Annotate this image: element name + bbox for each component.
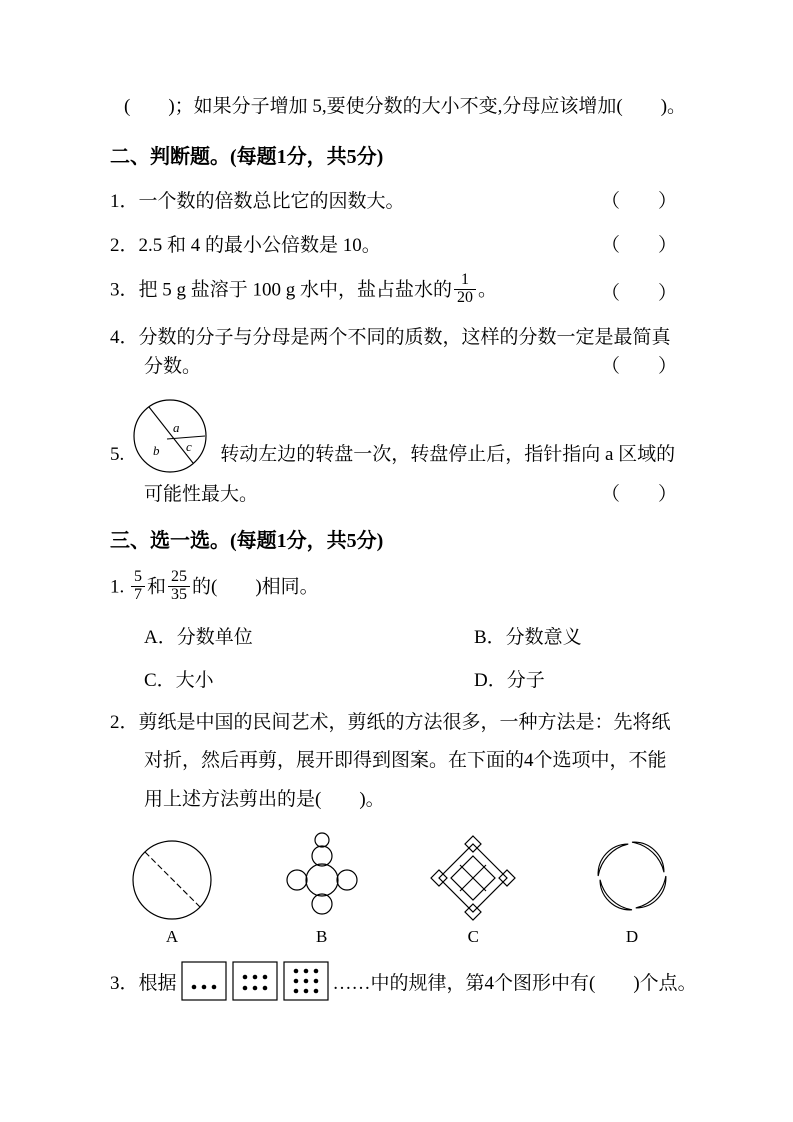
figure-option-b [282, 829, 362, 947]
mc-question-1 [110, 568, 695, 606]
dot-pattern-box-1 [181, 961, 227, 1001]
figure-option-c [429, 833, 517, 947]
tf-item-5-row [110, 396, 695, 474]
section3-heading: 三、选一选。(每题1分，共5分) [110, 530, 384, 553]
mc-q1-options-row1 [110, 622, 695, 649]
answer-bracket: （ ） [600, 356, 677, 378]
mc-q2-line2: 对折，然后再剪，展开即得到图案。在下面的4个选项中，不能 [144, 750, 667, 772]
figure-c-label: C [467, 927, 479, 947]
mc-q2-line3: 用上述方法剪出的是( )。 [144, 788, 385, 810]
option-b: B．分数意义 [474, 626, 582, 648]
page-content [110, 92, 695, 1001]
spinner-label-a: a [173, 419, 180, 435]
tf-item-5 [110, 396, 695, 509]
fraction-25-35: $\frac{25}{35}$ [168, 569, 190, 604]
fraction-1-20: $\frac{1}{20}$ [454, 272, 476, 307]
mc-q2-line1: 2．剪纸是中国的民间艺术，剪纸的方法很多，一种方法是：先将纸 [110, 711, 671, 733]
option-d: D．分子 [474, 669, 545, 691]
mc-q1-text: 的( )相同。 [192, 576, 319, 598]
crescent-pinwheel-figure [585, 829, 679, 923]
tf-item-5-line2: 可能性最大。 [144, 483, 259, 505]
mc-q3-post: ……中的规律，第4个图形中有( )个点。 [332, 972, 697, 994]
tf-item-3 [110, 271, 695, 309]
mc-q1-options-row2 [110, 665, 695, 692]
tf-item-5-number: 5. [110, 444, 125, 466]
mc-question-3 [110, 961, 695, 1001]
tf-item-1 [110, 187, 695, 216]
mc-q1-number: 1. [110, 576, 125, 598]
figure-option-a [130, 837, 214, 947]
option-c: C．大小 [144, 669, 214, 691]
answer-bracket: （ ） [600, 483, 677, 505]
spinner-label-c: c [186, 438, 193, 454]
fill-in-continuation-line: ( )；如果分子增加 5,要使分数的大小不变,分母应该增加( )。 [124, 96, 687, 117]
dot-pattern-box-3 [283, 961, 329, 1001]
spinner-diagram [130, 396, 210, 474]
figure-a-label: A [165, 927, 179, 947]
tf-item-2-text: 2．2.5 和 4 的最小公倍数是 10。 [110, 234, 381, 256]
option-a: A．分数单位 [144, 626, 253, 648]
mc-question-2 [110, 708, 695, 814]
tf-item-5-line1: 转动左边的转盘一次，转盘停止后，指针指向 a 区域的 [220, 444, 676, 466]
figure-option-d [585, 829, 679, 947]
tf-item-2 [110, 231, 695, 260]
answer-bracket: （ ） [600, 234, 677, 256]
mc-q1-and: 和 [147, 576, 167, 598]
spinner-label-b: b [153, 442, 160, 458]
mc-q3-pre: 3．根据 [110, 972, 177, 994]
section2-heading: 二、判断题。(每题1分，共5分) [110, 146, 384, 169]
tf-item-4-line1: 4．分数的分子与分母是两个不同的质数，这样的分数一定是最简真 [110, 326, 671, 348]
diamond-lattice-figure [429, 833, 517, 923]
flower-circles-figure [282, 829, 362, 923]
circle-with-diameter-figure [130, 837, 214, 923]
tf-item-4 [110, 323, 695, 382]
figure-d-label: D [625, 927, 639, 947]
tf-item-3-period: 。 [478, 279, 498, 301]
mc-q2-figures [110, 823, 695, 947]
answer-bracket: （ ） [600, 283, 677, 305]
answer-bracket: （ ） [600, 191, 677, 213]
tf-item-3-text: 3．把 5 g 盐溶于 100 g 水中，盐占盐水的 [110, 279, 453, 301]
spinner-circle [134, 400, 206, 472]
dot-pattern-sequence [181, 961, 329, 1001]
figure-b-label: B [315, 927, 328, 947]
dot-pattern-box-2 [232, 961, 278, 1001]
tf-item-4-line2: 分数。 [144, 356, 202, 378]
fraction-5-7: $\frac{5}{7}$ [131, 569, 145, 604]
tf-item-1-text: 1．一个数的倍数总比它的因数大。 [110, 191, 405, 213]
